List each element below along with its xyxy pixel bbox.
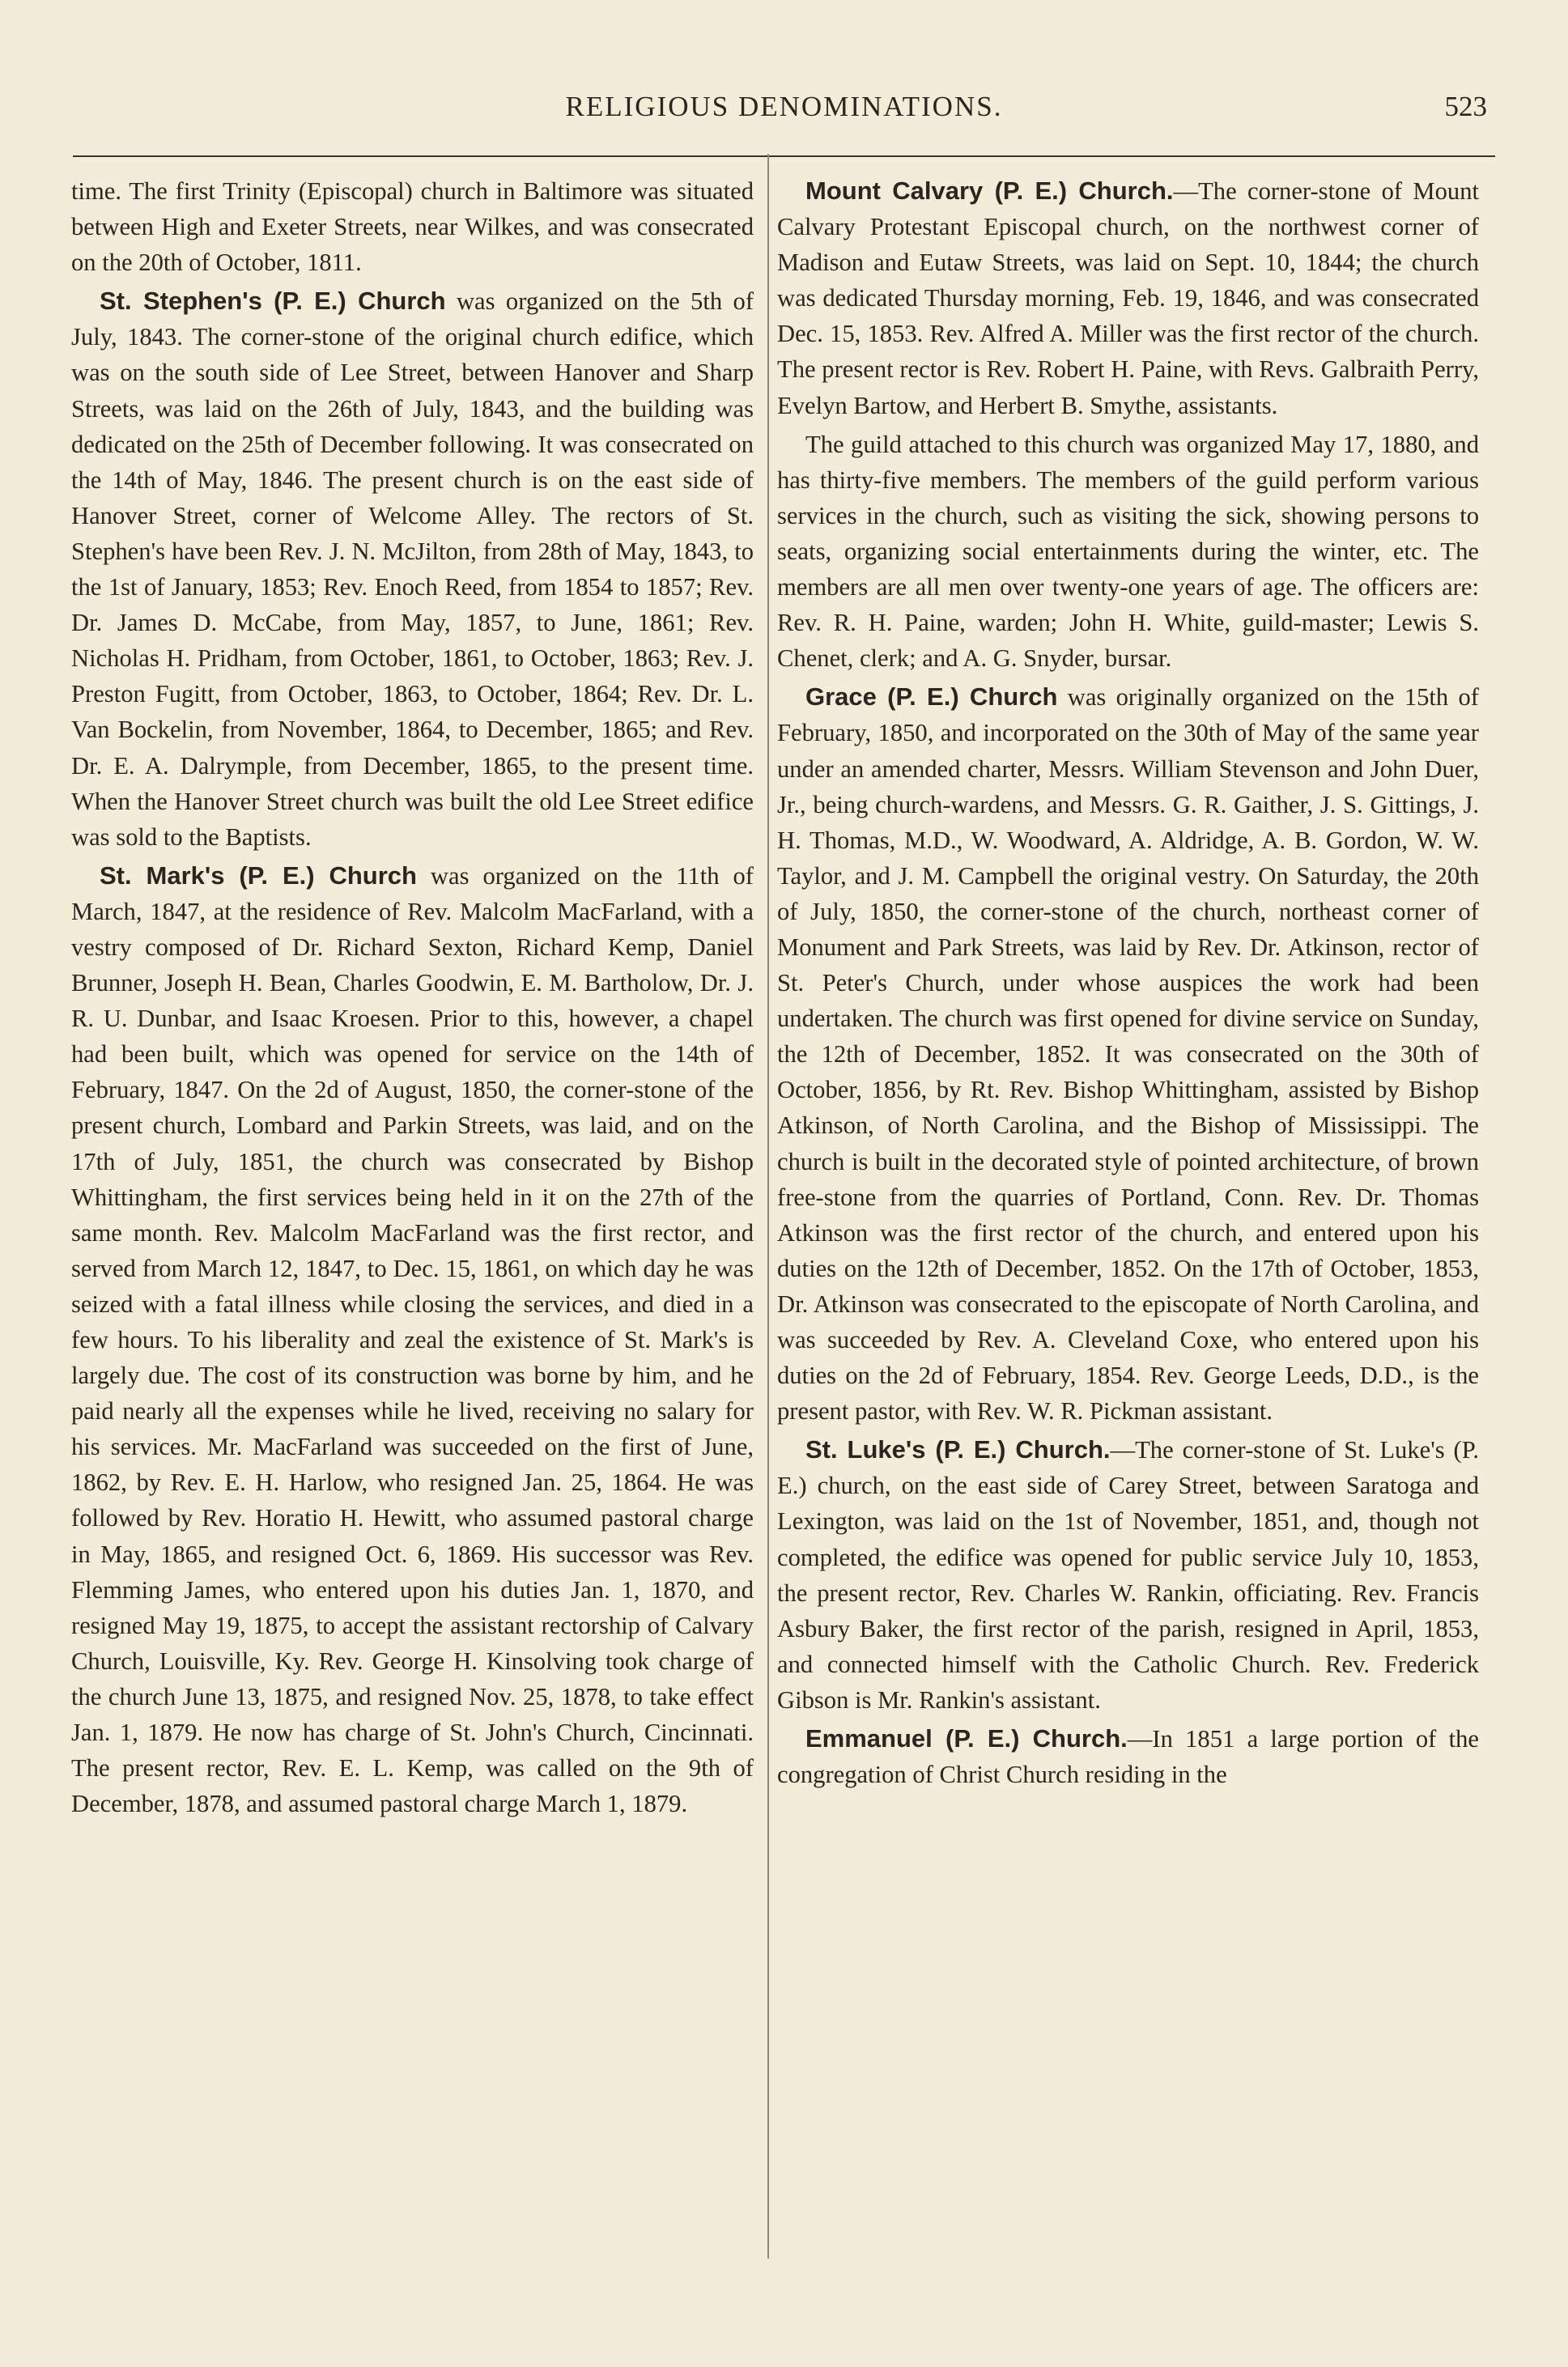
paragraph <box>777 173 1479 423</box>
running-title: RELIGIOUS DENOMINATIONS. <box>565 91 1003 122</box>
left-column <box>71 173 754 1825</box>
section-title: St. Mark's (P. E.) Church <box>100 861 417 890</box>
page-number: 523 <box>1444 91 1487 122</box>
page-header <box>73 91 1495 139</box>
paragraph-text: time. The first Trinity (Episcopal) church in Baltimore was situated between High and Exeter Streets, near Wilkes, and was consecrated on the 20th of October, 1811. <box>71 177 754 277</box>
paragraph <box>71 173 754 280</box>
section-title: Mount Calvary (P. E.) Church. <box>805 176 1174 205</box>
right-column <box>777 173 1479 1795</box>
paragraph <box>777 427 1479 677</box>
paragraph-text: was originally organized on the 15th of February, 1850, and incorporated on the 30th of May of the same year under an amended charter, Messrs. William Stevenson and John Duer, Jr., being church-wardens, and Messrs. G. R. Gaither, J. S. Gittings, J. H. Thomas, M.D., W. Woodward, A. Aldridge, A. B. Gordon, W. W. Taylor, and J. M. Campbell the original vestry. On Saturday, the 20th of July, 1850, the corner-stone of the church, northeast corner of Monument and Park Streets, was laid by Rev. Dr. Atkinson, rector of St. Peter's Church, under whose auspices the work had been undertaken. The church was first opened for divine service on Sunday, the 12th of December, 1852. It was consecrated on the 30th of October, 1856, by Rt. Rev. Bishop Whittingham, assisted by Bishop Atkinson, of North Carolina, and the Bishop of Mississippi. The church is built in the decorated style of pointed architecture, of brown free-stone from the quarries of Portland, Conn. Rev. Dr. Thomas Atkinson was the first rector of the church, and entered upon his duties on the 12th of December, 1852. On the 17th of October, 1853, Dr. Atkinson was consecrated to the episcopate of North Carolina, and was succeeded by Rev. A. Cleveland Coxe, who entered upon his duties on the 2d of February, 1854. Rev. George Leeds, D.D., is the present pastor, with Rev. W. R. Pickman assistant. <box>777 683 1479 1426</box>
section-title: Emmanuel (P. E.) Church. <box>805 1724 1128 1753</box>
section-title: St. Stephen's (P. E.) Church <box>100 287 446 316</box>
column-divider <box>767 154 769 2259</box>
header-rule <box>73 155 1495 157</box>
paragraph <box>777 679 1479 1429</box>
paragraph-text: —The corner-stone of St. Luke's (P. E.) church, on the east side of Carey Street, between Saratoga and Lexington, was laid on the 1st of November, 1851, and, though not completed, the edifice was opened for public service July 10, 1853, the present rector, Rev. Charles W. Rankin, officiating. Rev. Francis Asbury Baker, the first rector of the parish, resigned in April, 1853, and connected himself with the Catholic Church. Rev. Frederick Gibson is Mr. Rankin's assistant. <box>777 1436 1479 1714</box>
paragraph <box>71 283 754 855</box>
paragraph-text: —The corner-stone of Mount Calvary Protestant Episcopal church, on the northwest corner of Madison and Eutaw Streets, was laid on Sept. 10, 1844; the church was dedicated Thursday morning, Feb. 19, 1846, and was consecrated Dec. 15, 1853. Rev. Alfred A. Miller was the first rector of the church. The present rector is Rev. Robert H. Paine, with Revs. Galbraith Perry, Evelyn Bartow, and Herbert B. Smythe, assistants. <box>777 177 1479 419</box>
paragraph-text: was organized on the 5th of July, 1843. The corner-stone of the original church edifice, which was on the south side of Lee Street, between Hanover and Sharp Streets, was laid on the 26th of July, 1843, and the building was dedicated on the 25th of December following. It was consecrated on the 14th of May, 1846. The present church is on the east side of Hanover Street, corner of Welcome Alley. The rectors of St. Stephen's have been Rev. J. N. McJilton, from 28th of May, 1843, to the 1st of January, 1853; Rev. Enoch Reed, from 1854 to 1857; Rev. Dr. James D. McCabe, from May, 1857, to June, 1861; Rev. Nicholas H. Pridham, from October, 1861, to October, 1863; Rev. J. Preston Fugitt, from October, 1863, to October, 1864; Rev. Dr. L. Van Bockelin, from November, 1864, to December, 1865; and Rev. Dr. E. A. Dalrymple, from December, 1865, to the present time. When the Hanover Street church was built the old Lee Street edifice was sold to the Baptists. <box>71 287 754 851</box>
paragraph-text: The guild attached to this church was organized May 17, 1880, and has thirty-five members. The members of the guild perform various services in the church, such as visiting the sick, showing persons to seats, organizing social entertainments during the winter, etc. The members are all men over twenty-one years of age. The officers are: Rev. R. H. Paine, warden; John H. White, guild-master; Lewis S. Chenet, clerk; and A. G. Snyder, bursar. <box>777 430 1479 673</box>
section-title: Grace (P. E.) Church <box>805 682 1058 712</box>
paragraph <box>777 1721 1479 1792</box>
section-title: St. Luke's (P. E.) Church. <box>805 1435 1111 1464</box>
paragraph-text: was organized on the 11th of March, 1847, at the residence of Rev. Malcolm MacFarland, with a vestry composed of Dr. Richard Sexton, Richard Kemp, Daniel Brunner, Joseph H. Bean, Charles Goodwin, E. M. Bartholow, Dr. J. R. U. Dunbar, and Isaac Kroesen. Prior to this, however, a chapel had been built, which was opened for service on the 14th of February, 1847. On the 2d of August, 1850, the corner-stone of the present church, Lombard and Parkin Streets, was laid, and on the 17th of July, 1851, the church was consecrated by Bishop Whittingham, the first services being held in it on the 27th of the same month. Rev. Malcolm MacFarland was the first rector, and served from March 12, 1847, to Dec. 15, 1861, on which day he was seized with a fatal illness while closing the services, and died in a few hours. To his liberality and zeal the existence of St. Mark's is largely due. The cost of its construction was borne by him, and he paid nearly all the expenses while he lived, receiving no salary for his services. Mr. MacFarland was succeeded on the first of June, 1862, by Rev. E. H. Harlow, who resigned Jan. 25, 1864. He was followed by Rev. Horatio H. Hewitt, who assumed pastoral charge in May, 1865, and resigned Oct. 6, 1869. His successor was Rev. Flemming James, who entered upon his duties Jan. 1, 1870, and resigned May 19, 1875, to accept the assistant rectorship of Calvary Church, Louisville, Ky. Rev. George H. Kinsolving took charge of the church June 13, 1875, and resigned Nov. 25, 1878, to take effect Jan. 1, 1879. He now has charge of St. John's Church, Cincinnati. The present rector, Rev. E. L. Kemp, was called on the 9th of December, 1878, and assumed pastoral charge March 1, 1879. <box>71 861 754 1818</box>
paragraph <box>777 1432 1479 1718</box>
paragraph-text: —In 1851 a large portion of the congregation of Christ Church residing in the <box>777 1725 1479 1789</box>
paragraph <box>71 858 754 1822</box>
